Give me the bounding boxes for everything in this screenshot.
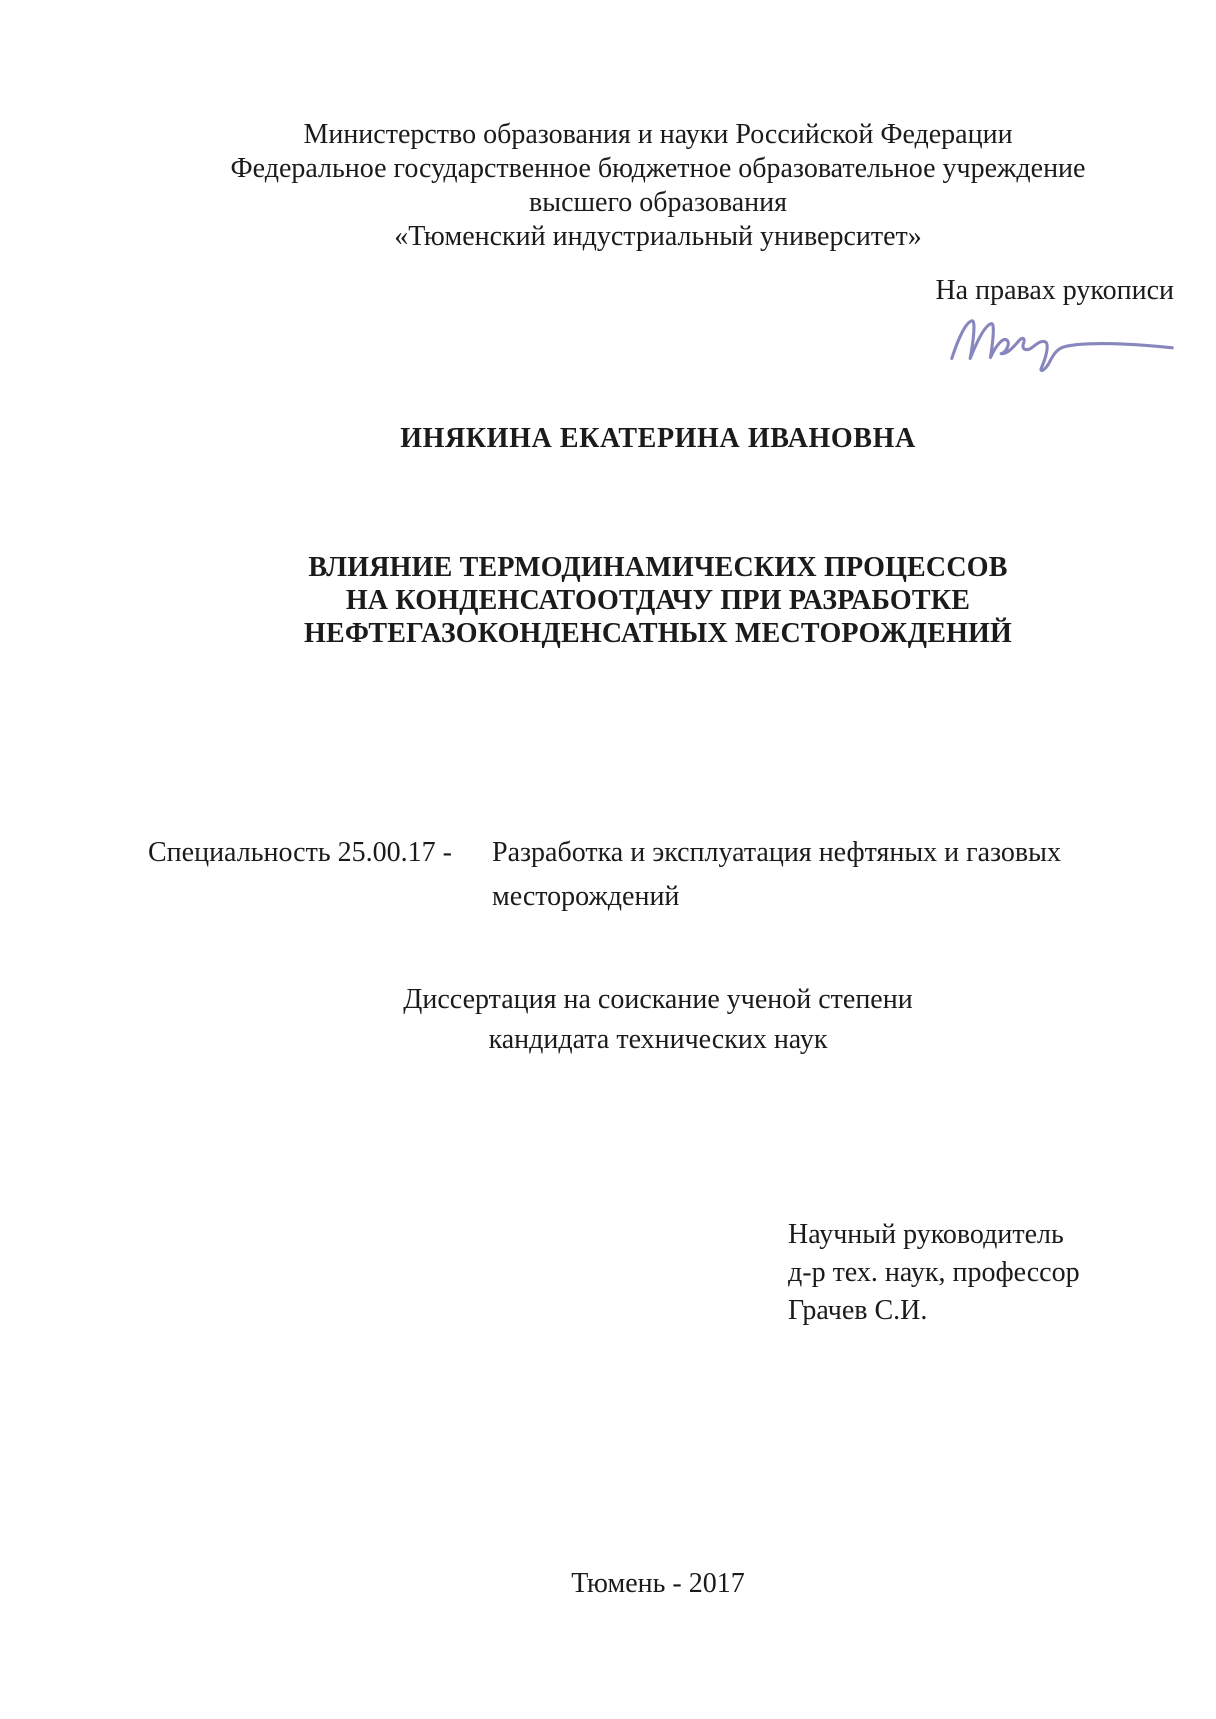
supervisor-block	[788, 1216, 1080, 1330]
manuscript-rights-note: На правах рукописи	[935, 275, 1174, 306]
dissertation-title	[100, 551, 1216, 650]
university-name-line: «Тюменский индустриальный университет»	[394, 221, 922, 252]
signature-icon	[943, 314, 1181, 372]
thesis-type-block	[100, 980, 1216, 1060]
city-year-line: Тюмень - 2017	[571, 1568, 745, 1599]
author-name: ИНЯКИНА ЕКАТЕРИНА ИВАНОВНА	[400, 423, 916, 454]
specialty-label: Специальность 25.00.17 -	[148, 837, 452, 868]
thesis-type-line-2: кандидата технических наук	[488, 1024, 828, 1055]
thesis-type-line-1: Диссертация на соискание ученой степени	[403, 984, 913, 1015]
dissertation-title-line-1: ВЛИЯНИЕ ТЕРМОДИНАМИЧЕСКИХ ПРОЦЕССОВ	[308, 552, 1008, 583]
ministry-line: Министерство образования и науки Российской Федерации	[303, 119, 1013, 150]
supervisor-name: Грачев С.И.	[788, 1295, 928, 1326]
dissertation-title-line-2: НА КОНДЕНСАТООТДАЧУ ПРИ РАЗРАБОТКЕ	[345, 585, 971, 616]
dissertation-title-line-3: НЕФТЕГАЗОКОНДЕНСАТНЫХ МЕСТОРОЖДЕНИЙ	[303, 618, 1013, 649]
specialty-text: Разработка и эксплуатация нефтяных и газовых месторождений	[492, 837, 1061, 912]
education-level-line: высшего образования	[529, 187, 787, 218]
supervisor-degree: д-р тех. наук, профессор	[788, 1257, 1080, 1288]
header-block	[100, 118, 1216, 254]
supervisor-heading: Научный руководитель	[788, 1219, 1064, 1250]
institution-line: Федеральное государственное бюджетное образовательное учреждение	[230, 153, 1086, 184]
